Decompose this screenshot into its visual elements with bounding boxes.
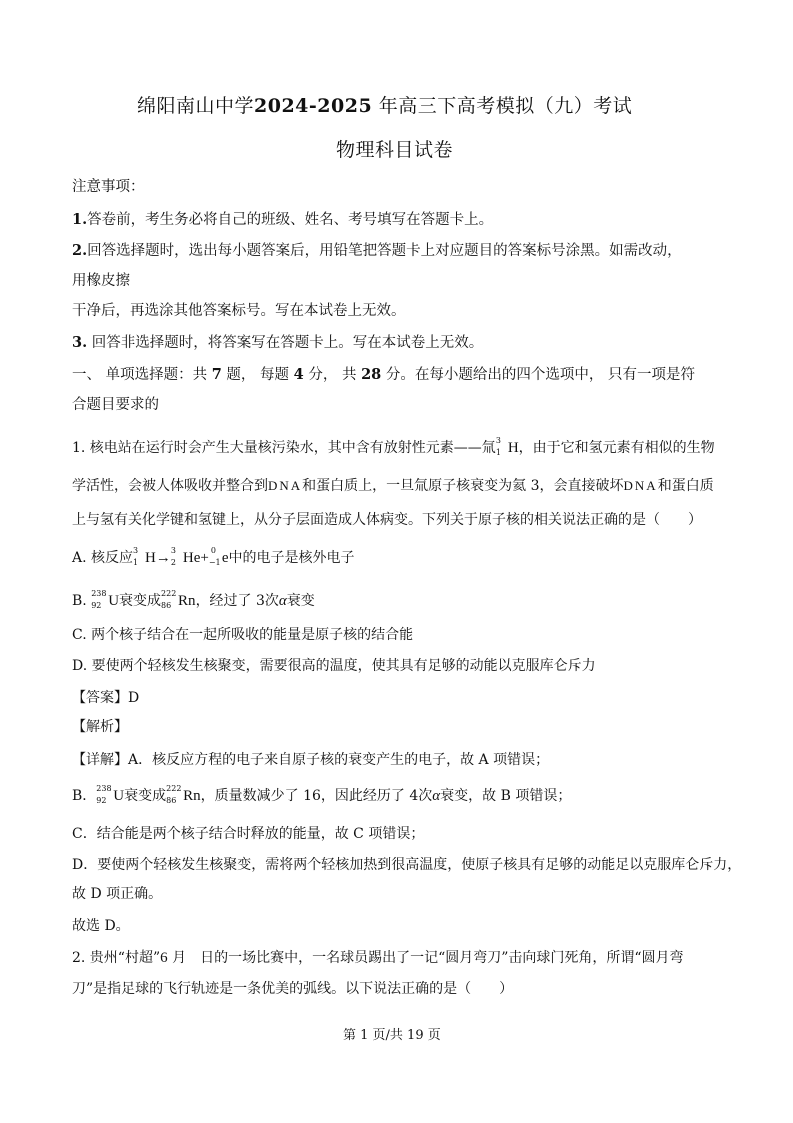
notice-item-number: 1. <box>72 211 88 228</box>
q1-option-c: C. 两个核子结合在一起所吸收的能量是原子核的结合能 <box>72 627 414 643</box>
q1-detail-a: 【详解】A．核反应方程的电子来自原子核的衰变产生的电子，故 A 项错误； <box>72 752 550 768</box>
q1-conclusion: 故选 D。 <box>72 918 130 934</box>
exam-title <box>137 96 632 116</box>
reaction-arrow: → <box>155 550 171 566</box>
notice-item-number: 3. <box>72 334 88 351</box>
q1-option-d: D. 要使两个轻核发生核聚变，需要很高的温度，使其具有足够的动能以克服库仑斥力 <box>72 658 596 674</box>
q1-option-a: A. 核反应 3 1 H→ 3 2 He+ 0 −1 e中的电子是核外电子 <box>72 546 355 567</box>
notice-item-2-cont: 用橡皮擦 <box>72 273 130 289</box>
tritium-symbol: 3 1 H <box>495 436 519 457</box>
notice-item-text: 回答选择题时，选出每小题答案后，用铅笔把答题卡上对应题目的答案标号涂黑。如需改动， <box>87 243 682 259</box>
notice-item-text: 回答非选择题时，将答案写在答题卡上。写在本试卷上无效。 <box>87 335 484 351</box>
notice-item-number: 2. <box>72 242 88 259</box>
section-heading: 一、 单项选择题：共 7 题， 每题 4 分， 共 28 分。在每小题给出的四个选项中， 只有一项是符 <box>72 366 695 383</box>
notice-item-text: 答卷前，考生务必将自己的班级、姓名、考号填写在答题卡上。 <box>87 212 494 228</box>
exam-subtitle: 物理科目试卷 <box>336 139 454 161</box>
q1-line-1: 1. 核电站在运行时会产生大量核污染水，其中含有放射性元素——氚 3 1 H，由于它和氢元素有相似的生物 <box>72 436 715 457</box>
page-footer: 第 1 页/共 19 页 <box>343 1028 441 1043</box>
nuclide-rn222: 222 86 Rn <box>161 589 196 610</box>
nuclide-he3: 3 2 He <box>170 546 201 567</box>
alpha-symbol: α <box>432 788 441 804</box>
nuclide-h3: 3 1 H <box>133 546 156 567</box>
q2-line-2: 刀”是指足球的飞行轨迹是一条优美的弧线。以下说法正确的是（ ） <box>72 981 514 997</box>
electron-symbol: 0 −1 e <box>208 546 229 567</box>
q1-line-2: 学活性，会被人体吸收并整合到DNA和蛋白质上，一旦氚原子核衰变为氦 3，会直接破坏DNA和蛋白质 <box>72 478 714 494</box>
q2-month: 6 <box>160 950 168 966</box>
alpha-symbol: α <box>278 593 287 609</box>
nuclide-u238: 238 92 U <box>96 784 125 805</box>
dna-term: DNA <box>623 478 658 493</box>
notice-item-3 <box>72 333 483 353</box>
q1-option-b: B. 238 92 U衰变成 222 86 Rn，经过了 3次α衰变 <box>72 589 315 610</box>
q1-detail-b: B． 238 92 U衰变成 222 86 Rn，质量数减少了 16，因此经历了 4次α衰变，故 B 项错误； <box>72 784 572 805</box>
q1-detail-d-2: 故 D 项正确。 <box>72 886 163 902</box>
q2-line-1: 2. 贵州“村超”6 月 日的一场比赛中，一名球员踢出了一记“圆月弯刀”击向球门死角，所谓“圆月弯 <box>72 950 684 966</box>
q1-detail-c: C．结合能是两个核子结合时释放的能量，故 C 项错误； <box>72 826 425 842</box>
notice-item-2 <box>72 241 682 261</box>
q1-detail-d-1: D．要使两个轻核发生核聚变，需将两个轻核加热到很高温度，使原子核具有足够的动能足以克服库仑斥力， <box>72 857 742 873</box>
nuclide-rn222: 222 86 Rn <box>166 784 201 805</box>
school-years: 2024-2025 <box>254 95 373 117</box>
section-heading-cont: 合题目要求的 <box>72 397 159 413</box>
notice-item-2-cont2: 干净后，再选涂其他答案标号。写在本试卷上无效。 <box>72 303 406 319</box>
notice-item-1 <box>72 210 493 230</box>
title-rest: 年高三下高考模拟（九）考试 <box>372 95 633 117</box>
q1-analysis-label: 【解析】 <box>72 719 128 735</box>
school-name: 绵阳南山中学 <box>137 95 255 117</box>
q1-line-3: 上与氢有关化学键和氢键上，从分子层面造成人体病变。下列关于原子核的相关说法正确的是（ ） <box>72 512 702 528</box>
nuclide-u238: 238 92 U <box>91 589 120 610</box>
dna-term: DNA <box>268 478 303 493</box>
notice-heading: 注意事项： <box>72 179 145 195</box>
q1-answer: 【答案】D <box>72 690 140 706</box>
